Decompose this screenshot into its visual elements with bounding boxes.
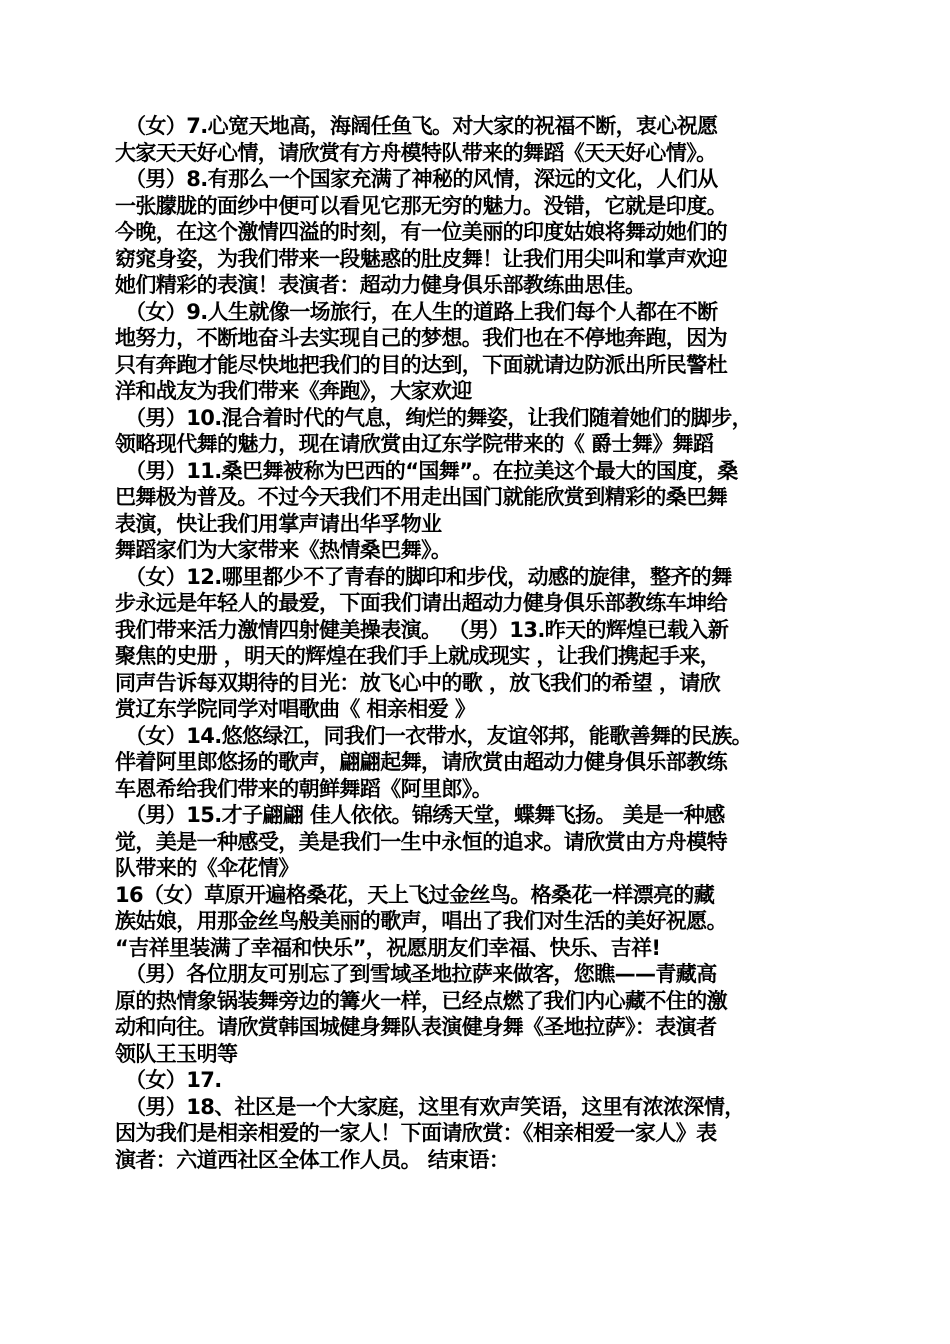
document-line: 她们精彩的表演！表演者：超动力健身俱乐部教练曲思佳。 xyxy=(115,273,646,297)
document-line: （女）7.心宽天地高，海阔任鱼飞。对大家的祝福不断，衷心祝愿 xyxy=(125,114,718,138)
document-line: 车恩希给我们带来的朝鲜舞蹈《阿里郎》。 xyxy=(115,776,493,801)
document-line: （女）12.哪里都少不了青春的脚印和步伐，动感的旋律，整齐的舞 xyxy=(125,564,732,589)
document-line: 伴着阿里郎悠扬的歌声，翩翩起舞，请欣赏由超动力健身俱乐部教练 xyxy=(115,750,727,774)
document-line: 同声告诉每双期待的目光：放飞心中的歌 ，放飞我们的希望 ，请欣 xyxy=(115,670,721,695)
document-line: 领略现代舞的魅力，现在请欣赏由辽东学院带来的《 爵士舞》舞蹈 xyxy=(115,432,714,456)
document-line: 洋和战友为我们带来《奔跑》，大家欢迎 xyxy=(115,379,472,403)
document-line: 领队王玉明等 xyxy=(115,1041,238,1066)
document-line: 我们带来活力激情四射健美操表演。 （男）13.昨天的辉煌已载入新 xyxy=(115,617,729,642)
document-line: 地努力，不断地奋斗去实现自己的梦想。我们也在不停地奔跑，因为 xyxy=(115,326,727,350)
document-line: 舞蹈家们为大家带来《热情桑巴舞》。 xyxy=(115,538,452,562)
document-line: 巴舞极为普及。不过今天我们不用走出国门就能欣赏到精彩的桑巴舞 xyxy=(115,485,727,509)
document-line: （男）8.有那么一个国家充满了神秘的风情，深远的文化，人们从 xyxy=(125,167,718,191)
document-line: 队带来的《伞花情》 xyxy=(115,856,299,880)
document-line: （男）10.混合着时代的气息，绚烂的舞姿，让我们随着她们的脚步， xyxy=(125,405,752,430)
document-line: 觉，美是一种感受，美是我们一生中永恒的追求。请欣赏由方舟模特 xyxy=(115,829,727,854)
document-line: 今晚，在这个激情四溢的时刻，有一位美丽的印度姑娘将舞动她们的 xyxy=(115,220,727,244)
document-line: （男）18、社区是一个大家庭，这里有欢声笑语，这里有浓浓深情， xyxy=(125,1094,745,1119)
document-line: 窈窕身姿，为我们带来一段魅惑的肚皮舞！让我们用尖叫和掌声欢迎 xyxy=(115,246,727,271)
document-page xyxy=(115,113,845,1173)
document-line: 只有奔跑才能尽快地把我们的目的达到，下面就请边防派出所民警杜 xyxy=(115,352,727,377)
document-line: 大家天天好心情，请欣赏有方舟模特队带来的舞蹈《天天好心情》。 xyxy=(115,140,717,165)
document-line: （男）15.才子翩翩 佳人依依。锦绣天堂，蝶舞飞扬。 美是一种感 xyxy=(125,803,725,827)
document-line: （男）11.桑巴舞被称为巴西的“国舞”。在拉美这个最大的国度，桑 xyxy=(125,458,738,483)
document-line: 一张朦胧的面纱中便可以看见它那无穷的魅力。没错，它就是印度。 xyxy=(115,193,727,218)
document-line: 动和向往。请欣赏韩国城健身舞队表演健身舞《圣地拉萨》：表演者 xyxy=(115,1015,717,1039)
document-line: 步永远是年轻人的最爱，下面我们请出超动力健身俱乐部教练车坤给 xyxy=(115,591,727,615)
document-line: 因为我们是相亲相爱的一家人！下面请欣赏：《相亲相爱一家人》表 xyxy=(115,1121,717,1145)
document-line: 表演，快让我们用掌声请出华孚物业 xyxy=(115,511,442,536)
document-line: 16（女）草原开遍格桑花，天上飞过金丝鸟。格桑花一样漂亮的藏 xyxy=(115,882,715,907)
document-line: “吉祥里装满了幸福和快乐”，祝愿朋友们幸福、快乐、吉祥! xyxy=(115,935,661,960)
document-line: 赏辽东学院同学对唱歌曲《 相亲相爱 》 xyxy=(115,697,476,721)
document-line: 演者：六道西社区全体工作人员。 结束语： xyxy=(115,1147,510,1172)
document-line: 原的热情象锅装舞旁边的篝火一样，已经点燃了我们内心藏不住的激 xyxy=(115,988,727,1013)
document-line: （女）9.人生就像一场旅行，在人生的道路上我们每个人都在不断 xyxy=(125,299,718,324)
document-line: （女）14.悠悠绿江，同我们一衣带水，友谊邻邦，能歌善舞的民族。 xyxy=(125,723,752,748)
document-line: （男）各位朋友可别忘了到雪域圣地拉萨来做客，您瞧——青藏高 xyxy=(125,962,717,986)
document-line: 族姑娘，用那金丝鸟般美丽的歌声，唱出了我们对生活的美好祝愿。 xyxy=(115,909,727,933)
document-line: 聚焦的史册 ，明天的辉煌在我们手上就成现实 ，让我们携起手来， xyxy=(115,644,721,668)
document-line: （女）17. xyxy=(125,1068,222,1092)
